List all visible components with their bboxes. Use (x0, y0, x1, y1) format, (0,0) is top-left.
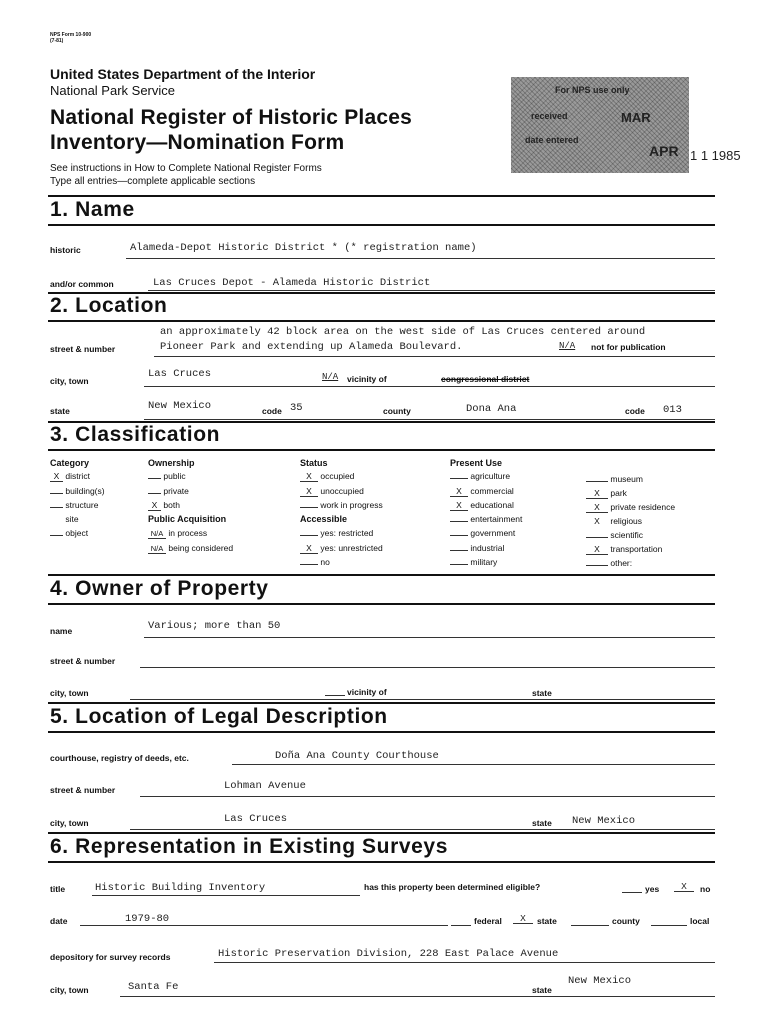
vicinity-mark: N/A (322, 372, 339, 382)
section-5-heading: 5. Location of Legal Description (50, 705, 388, 728)
checkbox-label: building(s) (65, 486, 105, 496)
stamp-entered-value: APR (649, 143, 679, 159)
county-code-value: 013 (663, 404, 682, 416)
field-underline (148, 290, 715, 291)
checkbox-mark (300, 564, 318, 565)
divider (48, 731, 715, 733)
street-label: street & number (50, 344, 116, 354)
checkbox-label: no (320, 557, 330, 567)
checkbox-mark (300, 507, 318, 508)
congressional-district-label: congressional district (441, 374, 530, 384)
checkbox-label: industrial (470, 543, 505, 553)
owner-name-label: name (50, 626, 73, 636)
checkbox-mark (50, 507, 63, 508)
divider (48, 449, 715, 451)
state-label: state (50, 406, 70, 416)
section-1-heading: 1. Name (50, 198, 135, 221)
courthouse-value: Doña Ana County Courthouse (275, 750, 439, 762)
checkbox-label: government (470, 528, 516, 538)
use-religious[interactable] (586, 516, 642, 526)
checkbox-label: educational (470, 500, 514, 510)
checkbox-label: yes: unrestricted (320, 543, 383, 553)
code-value: 35 (290, 402, 303, 414)
legal-city-value: Las Cruces (224, 813, 288, 825)
form-title-line2: Inventory—Nomination Form (50, 131, 345, 154)
field-underline (140, 667, 715, 668)
checkbox-mark (450, 564, 468, 565)
field-underline (232, 764, 715, 765)
checkbox-label: private (163, 486, 189, 496)
use-government[interactable] (450, 528, 515, 538)
checkbox-mark (300, 535, 318, 536)
divider (48, 320, 715, 322)
stamp-received-label: received (531, 111, 568, 121)
checkbox-mark (148, 478, 161, 479)
survey-title-label: title (50, 884, 66, 894)
divider (48, 832, 715, 834)
use-park[interactable] (586, 488, 627, 499)
checkbox-label: site (65, 514, 79, 524)
county-value: Dona Ana (466, 403, 517, 415)
checkbox-label: occupied (320, 471, 355, 481)
street-line2: Pioneer Park and extending up Alameda Boulevard. (160, 341, 463, 353)
checkbox-label: park (610, 488, 627, 498)
use-educational[interactable] (450, 500, 514, 511)
courthouse-label: courthouse, registry of deeds, etc. (50, 753, 189, 763)
checkbox-mark (586, 537, 608, 538)
survey-date-label: date (50, 916, 68, 926)
city-label: city, town (50, 376, 89, 386)
eligible-question: has this property been determined eligible? (364, 882, 541, 892)
checkbox-mark: X (300, 471, 318, 482)
checkbox-label: other: (610, 558, 633, 568)
code-label: code (262, 406, 282, 416)
common-name-label: and/or common (50, 279, 114, 289)
checkbox-label: agriculture (470, 471, 511, 481)
checkbox-mark (50, 535, 63, 536)
not-for-publication-mark: N/A (559, 341, 576, 351)
survey-county[interactable]: county (612, 916, 640, 926)
ownership-header: Ownership (148, 458, 195, 468)
field-underline (130, 699, 715, 700)
field-underline (325, 695, 345, 696)
owner-city-label: city, town (50, 688, 89, 698)
section-3-heading: 3. Classification (50, 423, 221, 446)
instructions-text: See instructions in How to Complete National Register Forms (50, 163, 322, 174)
category-site[interactable] (50, 514, 79, 524)
ownership-public[interactable] (148, 471, 186, 481)
checkbox-mark: X (586, 502, 608, 513)
checkbox-mark (148, 493, 161, 494)
section-6-heading: 6. Representation in Existing Surveys (50, 835, 448, 858)
depository-city-label: city, town (50, 985, 89, 995)
checkbox-label: both (163, 500, 180, 510)
stamp-entered-label: date entered (525, 135, 579, 145)
accessible-header: Accessible (300, 514, 348, 524)
field-underline (140, 796, 715, 797)
eligible-no-mark[interactable]: X (674, 881, 694, 892)
checkbox-mark: N/A (148, 544, 166, 554)
checkbox-mark: X (300, 543, 318, 554)
form-title-line1: National Register of Historic Places (50, 106, 412, 129)
use-entertainment[interactable] (450, 514, 522, 524)
state-value: New Mexico (148, 400, 212, 412)
checkbox-label: object (65, 528, 89, 538)
acquisition-in-process[interactable] (148, 528, 207, 539)
status-unoccupied[interactable] (300, 486, 364, 497)
legal-street-label: street & number (50, 785, 116, 795)
checkbox-mark (450, 535, 468, 536)
field-underline (144, 419, 715, 420)
checkbox-label: district (65, 471, 90, 481)
common-name-value: Las Cruces Depot - Alameda Historic District (153, 277, 431, 289)
not-for-publication-label: not for publication (591, 342, 666, 352)
ownership-both[interactable] (148, 500, 180, 511)
checkbox-mark: X (450, 500, 468, 511)
survey-local[interactable]: local (690, 916, 710, 926)
depository-state-value: New Mexico (568, 975, 632, 987)
eligible-no[interactable]: no (700, 884, 711, 894)
accessible-unrestricted[interactable] (300, 543, 383, 554)
status-occupied[interactable] (300, 471, 354, 482)
stamp-received-value: MAR (621, 110, 651, 125)
checkbox-mark: X (50, 471, 63, 482)
use-military[interactable] (450, 557, 497, 567)
checkbox-mark: X (594, 516, 600, 526)
legal-state-value: New Mexico (572, 815, 636, 827)
acquisition-being-considered[interactable] (148, 543, 233, 554)
survey-date-value: 1979-80 (125, 913, 170, 925)
use-private-residence[interactable] (586, 502, 675, 513)
historic-value: Alameda-Depot Historic District * (* registration name) (130, 242, 477, 254)
survey-state-mark[interactable]: X (513, 913, 533, 924)
category-object[interactable] (50, 528, 88, 538)
checkbox-mark: X (450, 486, 468, 497)
stamp-line1: For NPS use only (555, 85, 630, 95)
depository-state-label: state (532, 985, 552, 995)
present-use-header: Present Use (450, 458, 503, 468)
status-work-in-progress[interactable] (300, 500, 383, 510)
type-all-text: Type all entries—complete applicable sections (50, 176, 256, 187)
field-underline (214, 962, 715, 963)
checkbox-label: religious (610, 516, 643, 526)
accessible-restricted[interactable] (300, 528, 373, 538)
divider (48, 861, 715, 863)
checkbox-mark: N/A (148, 529, 166, 539)
section-2-heading: 2. Location (50, 294, 168, 317)
use-scientific[interactable] (586, 530, 643, 540)
checkbox-mark: X (148, 500, 161, 511)
field-underline (80, 925, 448, 926)
field-underline (451, 925, 471, 926)
use-agriculture[interactable] (450, 471, 510, 481)
checkbox-label: museum (610, 474, 643, 484)
ownership-private[interactable] (148, 486, 189, 496)
department-name: United States Department of the Interior (50, 66, 316, 82)
depository-city-value: Santa Fe (128, 981, 179, 993)
form-number: NPS Form 10-900 (50, 32, 92, 38)
form-revision: (7-81) (50, 38, 64, 44)
use-industrial[interactable] (450, 543, 504, 553)
field-underline (622, 892, 642, 893)
owner-street-label: street & number (50, 656, 116, 666)
legal-state-label: state (532, 818, 552, 828)
divider (48, 574, 715, 576)
checkbox-mark (450, 478, 468, 479)
category-buildings[interactable] (50, 486, 105, 496)
divider (48, 195, 715, 197)
owner-vicinity-label: vicinity of (347, 687, 387, 697)
field-underline (144, 386, 715, 387)
checkbox-label: unoccupied (320, 486, 364, 496)
accessible-no[interactable] (300, 557, 330, 567)
checkbox-label: commercial (470, 486, 514, 496)
field-underline (92, 895, 360, 896)
checkbox-label: yes: restricted (320, 528, 374, 538)
field-underline (154, 356, 715, 357)
divider (48, 224, 715, 226)
county-label: county (383, 406, 411, 416)
use-other[interactable] (586, 558, 632, 568)
field-underline (120, 996, 715, 997)
use-museum[interactable] (586, 474, 643, 484)
use-transportation[interactable] (586, 544, 662, 555)
checkbox-label: military (470, 557, 498, 567)
public-acquisition-header: Public Acquisition (148, 514, 227, 524)
status-header: Status (300, 458, 328, 468)
divider (48, 603, 715, 605)
checkbox-mark (586, 565, 608, 566)
checkbox-label: private residence (610, 502, 676, 512)
use-commercial[interactable] (450, 486, 514, 497)
section-4-heading: 4. Owner of Property (50, 577, 269, 600)
depository-label: depository for survey records (50, 952, 171, 962)
category-district[interactable] (50, 471, 90, 482)
checkbox-mark: X (586, 488, 608, 499)
checkbox-mark: X (586, 544, 608, 555)
vicinity-label: vicinity of (347, 374, 387, 384)
owner-state-label: state (532, 688, 552, 698)
checkbox-mark (586, 481, 608, 482)
city-value: Las Cruces (148, 368, 212, 380)
service-name: National Park Service (50, 83, 175, 98)
field-underline (144, 637, 715, 638)
county-code-label: code (625, 406, 645, 416)
nps-use-stamp (511, 77, 689, 173)
checkbox-label: transportation (610, 544, 663, 554)
checkbox-label: public (163, 471, 186, 481)
eligible-yes[interactable]: yes (645, 884, 660, 894)
street-line1: an approximately 42 block area on the west side of Las Cruces centered around (160, 326, 646, 338)
checkbox-label: in process (168, 528, 208, 538)
checkbox-mark: X (300, 486, 318, 497)
checkbox-mark (50, 493, 63, 494)
legal-street-value: Lohman Avenue (224, 780, 306, 792)
legal-city-label: city, town (50, 818, 89, 828)
field-underline (571, 925, 609, 926)
category-header: Category (50, 458, 90, 468)
historic-label: historic (50, 245, 81, 255)
owner-name-value: Various; more than 50 (148, 620, 281, 632)
checkbox-label: being considered (168, 543, 234, 553)
survey-federal[interactable]: federal (474, 916, 502, 926)
field-underline (651, 925, 687, 926)
checkbox-mark (450, 521, 468, 522)
checkbox-label: scientific (610, 530, 643, 540)
survey-state[interactable]: state (537, 916, 557, 926)
field-underline (130, 829, 715, 830)
checkbox-mark (450, 550, 468, 551)
checkbox-label: structure (65, 500, 99, 510)
depository-value: Historic Preservation Division, 228 East Palace Avenue (218, 948, 559, 960)
survey-title-value: Historic Building Inventory (95, 882, 266, 894)
category-structure[interactable] (50, 500, 98, 510)
checkbox-label: entertainment (470, 514, 523, 524)
checkbox-label: work in progress (320, 500, 383, 510)
field-underline (126, 258, 715, 259)
divider (48, 702, 715, 704)
stamp-date-tail: 1 1 1985 (690, 148, 741, 163)
